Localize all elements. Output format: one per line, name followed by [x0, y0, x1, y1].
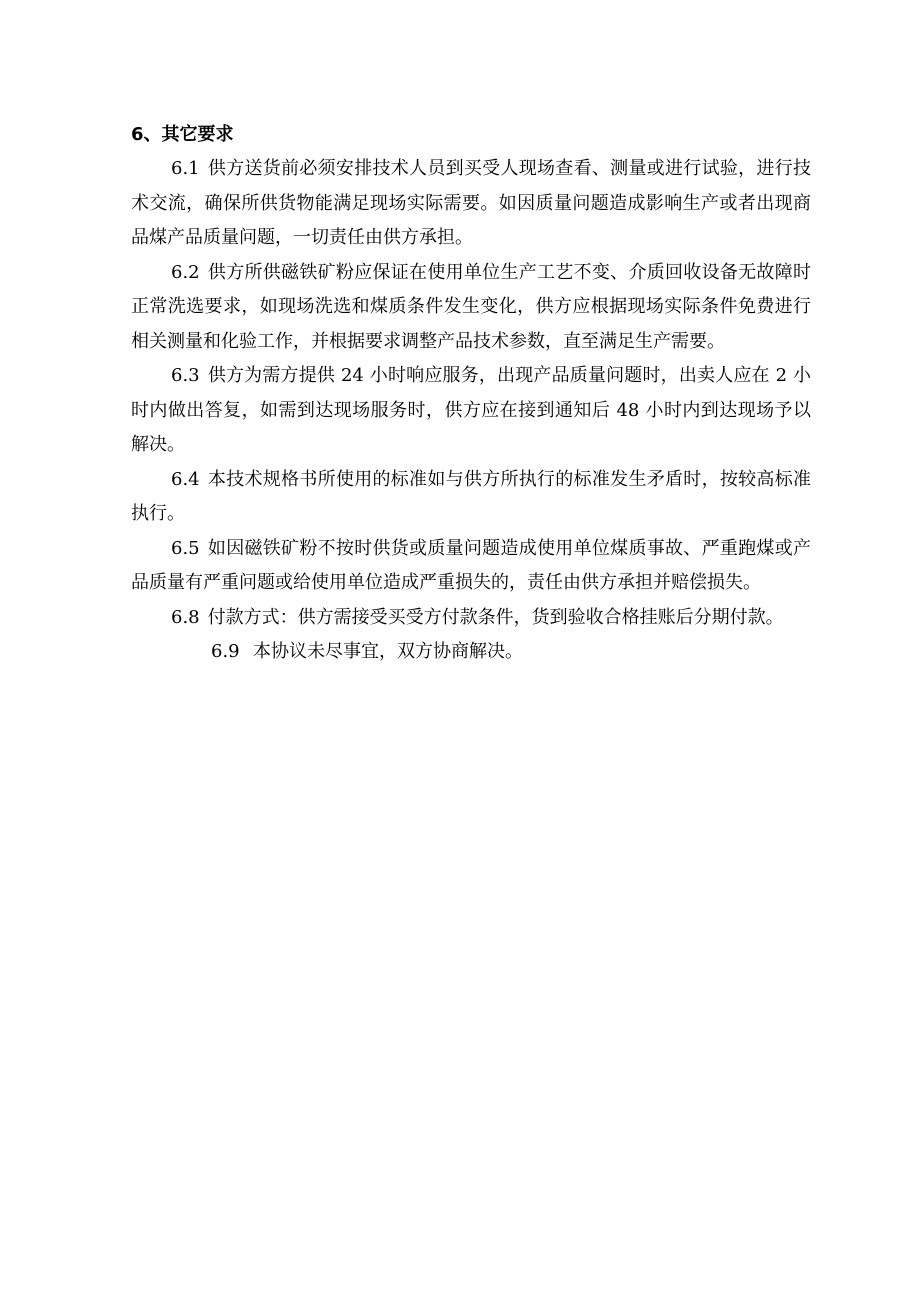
paragraph-6-3: [131, 359, 811, 463]
clause-text: 供方送货前必须安排技术人员到买受人现场查看、测量或进行试验，进行技术交流，确保所供货物能满足现场实际需要。如因质量问题造成影响生产或者出现商品煤产品质量问题，一切责任由供方承担。: [131, 158, 811, 248]
paragraph-6-2: [131, 256, 811, 360]
clause-number: 6.4: [171, 468, 200, 490]
clause-number: 6.9: [211, 641, 240, 662]
section-title: 6、其它要求: [131, 124, 234, 145]
paragraph-6-9: [131, 635, 811, 670]
clause-text: 本协议未尽事宜，双方协商解决。: [253, 641, 523, 662]
paragraph-6-8: [131, 601, 811, 636]
paragraph-6-4: [131, 463, 811, 532]
clause-text: 如因磁铁矿粉不按时供货或质量问题造成使用单位煤质事故、严重跑煤或产品质量有严重问题或给使用单位造成严重损失的，责任由供方承担并赔偿损失。: [131, 537, 811, 593]
clause-text: 本技术规格书所使用的标准如与供方所执行的标准发生矛盾时，按较高标准执行。: [131, 468, 811, 524]
clause-number: 6.8: [171, 606, 200, 628]
paragraph-6-5: [131, 532, 811, 601]
clause-number: 6.1: [171, 158, 200, 179]
clause-text: 供方所供磁铁矿粉应保证在使用单位生产工艺不变、介质回收设备无故障时正常洗选要求，如现场洗选和煤质条件发生变化，供方应根据现场实际条件免费进行相关测量和化验工作，并根据要求调整产品技术参数，直至满足生产需要。: [131, 261, 811, 352]
clause-text: 供方为需方提供 24 小时响应服务，出现产品质量问题时，出卖人应在 2 小时内做出答复，如需到达现场服务时，供方应在接到通知后 48 小时内到达现场予以解决。: [131, 365, 811, 455]
clause-number: 6.2: [171, 261, 200, 283]
clause-number: 6.3: [171, 365, 200, 386]
section-content: [131, 152, 811, 670]
clause-text: 付款方式：供方需接受买受方付款条件，货到验收合格挂账后分期付款。: [207, 606, 784, 628]
paragraph-6-1: [131, 152, 811, 256]
clause-number: 6.5: [171, 537, 200, 559]
